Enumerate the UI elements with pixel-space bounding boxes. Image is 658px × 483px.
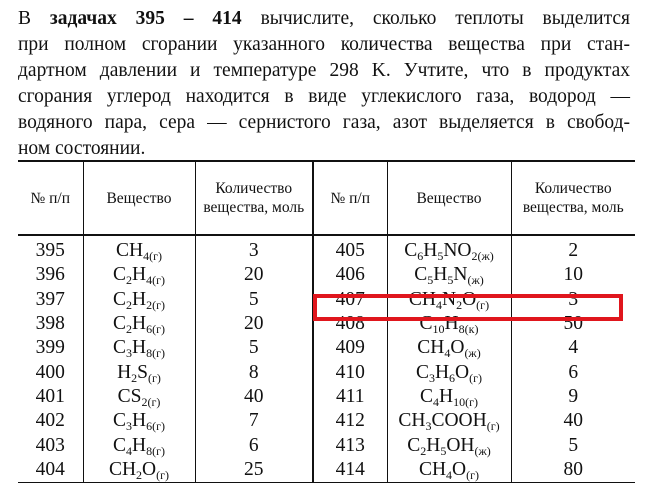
- number-cell: 400: [35, 361, 65, 383]
- paragraph-line: дартном давлении и температуре 298 K. Учтите, что в продуктах: [18, 60, 630, 81]
- number-cell: 407: [313, 288, 387, 312]
- substance-cell: $CS_{2(г)}$: [83, 385, 195, 409]
- amount-cell: 25: [195, 458, 313, 483]
- amount-cell: 10: [511, 263, 635, 287]
- paragraph-line: сгорания углерод находится в виде углекислого газа, водород —: [18, 86, 630, 107]
- paragraph-line: ном состоянии.: [18, 138, 146, 159]
- substance-cell: $C_4H_{8(г)}$: [83, 433, 195, 457]
- paragraph-line: водяного пара, сера — сернистого газа, азот выделяется в свобод-: [18, 112, 630, 133]
- table-row: [18, 385, 635, 409]
- amount-cell: 3: [511, 288, 635, 312]
- substance-cell: $C_3H_{6(г)}$: [83, 409, 195, 433]
- substance-cell: $CH_4O_{(ж)}$: [387, 336, 511, 360]
- substance-cell: $C_2H_{6(г)}$: [83, 312, 195, 336]
- table-header-row: [18, 161, 635, 235]
- number-cell: 398: [35, 313, 65, 335]
- number-cell: 411: [313, 385, 387, 409]
- substance-cell: $C_4H_{10(г)}$: [387, 385, 511, 409]
- substance-cell: $C_{10}H_{8(к)}$: [387, 312, 511, 336]
- substance-cell: $C_6H_5NO_{2(ж)}$: [387, 235, 511, 263]
- amount-cell: 5: [195, 288, 313, 312]
- substance-cell: $C_3H_6O_{(г)}$: [387, 360, 511, 384]
- bold-task-range: задачах 395 – 414: [49, 8, 242, 29]
- highlight-box: [313, 294, 623, 321]
- number-cell: 406: [313, 263, 387, 287]
- substance-cell: $C_3H_{8(г)}$: [83, 336, 195, 360]
- amount-cell: 4: [511, 336, 635, 360]
- amount-cell: 7: [195, 409, 313, 433]
- amount-cell: 20: [195, 312, 313, 336]
- number-cell: 409: [313, 336, 387, 360]
- number-cell: 413: [313, 433, 387, 457]
- amount-cell: 40: [511, 409, 635, 433]
- amount-cell: 6: [195, 433, 313, 457]
- substance-cell: $CH_4O_{(г)}$: [387, 458, 511, 483]
- substance-cell: $C_2H_{2(г)}$: [83, 288, 195, 312]
- amount-cell: 20: [195, 263, 313, 287]
- number-cell: 410: [313, 360, 387, 384]
- substance-cell: $C_2H_5OH_{(ж)}$: [387, 433, 511, 457]
- number-cell: 403: [35, 434, 65, 456]
- amount-cell: 3: [195, 235, 313, 263]
- header-number: № п/п: [18, 161, 83, 235]
- header-amount: Количество вещества, моль: [195, 161, 313, 235]
- paragraph-line: при полном сгорании указанного количества вещества при стан-: [18, 34, 630, 55]
- number-cell: 397: [35, 288, 65, 310]
- table-row: [18, 458, 635, 483]
- task-paragraph: [18, 6, 630, 162]
- paragraph-line: В задачах 395 – 414 вычислите, сколько теплоты выделится: [18, 8, 630, 29]
- amount-cell: 5: [511, 433, 635, 457]
- substance-cell: $CH_3COOH_{(г)}$: [387, 409, 511, 433]
- number-cell: 401: [35, 385, 65, 407]
- table-row: [18, 360, 635, 384]
- number-cell: 396: [35, 264, 65, 286]
- table-row: [18, 263, 635, 287]
- number-cell: 399: [35, 337, 65, 359]
- substance-cell: $CH_4N_2O_{(г)}$: [387, 288, 511, 312]
- amount-cell: 2: [511, 235, 635, 263]
- substances-table: [18, 160, 635, 483]
- amount-cell: 40: [195, 385, 313, 409]
- amount-cell: 6: [511, 360, 635, 384]
- header-number: № п/п: [313, 161, 387, 235]
- number-cell: 414: [313, 458, 387, 483]
- table-row: [18, 336, 635, 360]
- amount-cell: 80: [511, 458, 635, 483]
- substance-cell: $CH_{4(г)}$: [83, 235, 195, 263]
- amount-cell: 8: [195, 360, 313, 384]
- number-cell: 402: [35, 410, 65, 432]
- table-row: [18, 433, 635, 457]
- number-cell: 405: [313, 235, 387, 263]
- number-cell: 404: [18, 458, 83, 483]
- amount-cell: 9: [511, 385, 635, 409]
- header-substance: Вещество: [83, 161, 195, 235]
- amount-cell: 50: [511, 312, 635, 336]
- amount-cell: 5: [195, 336, 313, 360]
- header-amount: Количество вещества, моль: [511, 161, 635, 235]
- table-row: [18, 409, 635, 433]
- table-row: [18, 235, 635, 263]
- substance-cell: $CH_2O_{(г)}$: [83, 458, 195, 483]
- substance-cell: $H_2S_{(г)}$: [83, 360, 195, 384]
- number-cell: 412: [313, 409, 387, 433]
- substance-cell: $C_2H_{4(г)}$: [83, 263, 195, 287]
- substance-cell: $C_5H_5N_{(ж)}$: [387, 263, 511, 287]
- header-substance: Вещество: [387, 161, 511, 235]
- number-cell: 408: [313, 312, 387, 336]
- number-cell: 395: [35, 240, 65, 262]
